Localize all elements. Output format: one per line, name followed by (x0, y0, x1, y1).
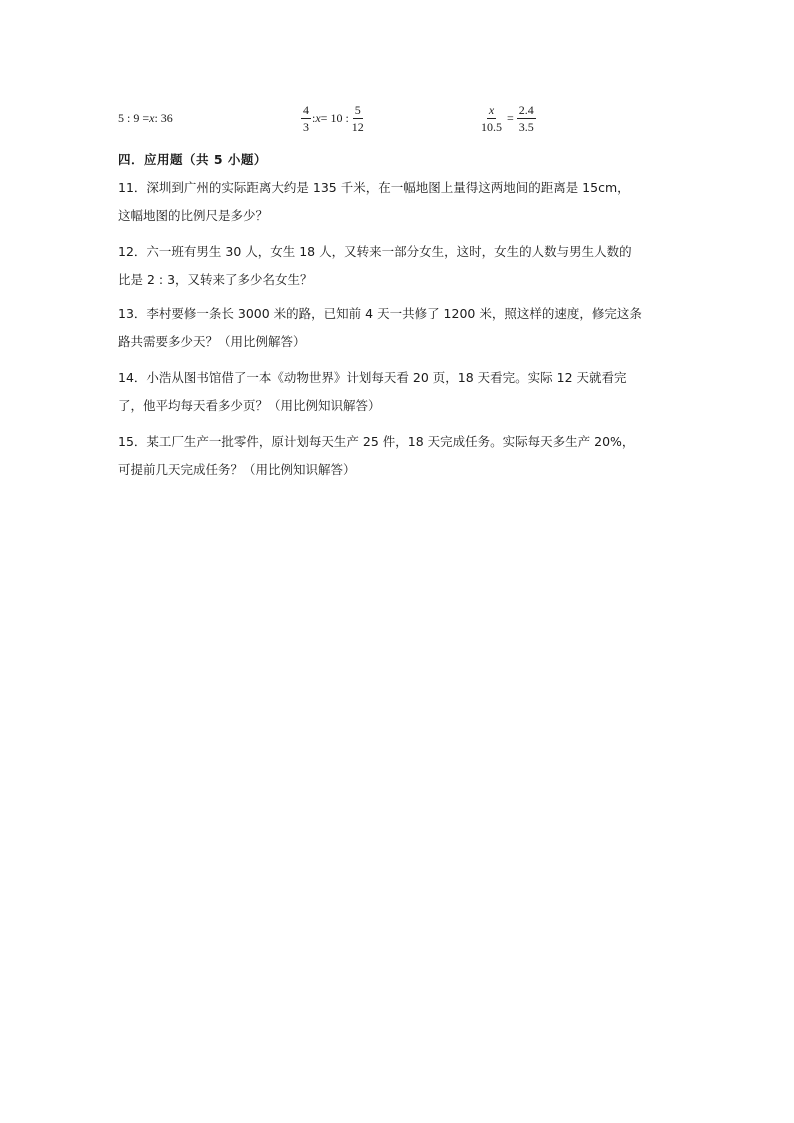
eq1-right: : 36 (154, 110, 173, 125)
eq1-left: 5 : 9 = (118, 110, 150, 125)
eq2-variable: x (315, 110, 321, 125)
eq2-frac2-numerator: 5 (354, 102, 361, 117)
problem-15-line-2: 可提前几天完成任务？（用比例知识解答） (118, 462, 356, 477)
eq3-frac1-numerator: x (488, 102, 495, 117)
eq1-variable: x (149, 110, 155, 125)
eq2-fraction-1 (301, 104, 311, 133)
equation-2 (300, 100, 367, 136)
problem-13 (118, 300, 678, 356)
problem-12 (118, 238, 678, 294)
problem-13-line-1: 13．李村要修一条长 3000 米的路，已知前 4 天一共修了 1200 米，照这样的速度，修完这条 (118, 306, 642, 321)
equation-row (118, 100, 678, 140)
equation-3 (478, 100, 537, 136)
problem-11-line-1: 11．深圳到广州的实际距离大约是 135 千米，在一幅地图上量得这两地间的距离是 15cm， (118, 180, 630, 195)
problem-14-line-1: 14．小浩从图书馆借了一本《动物世界》计划每天看 20 页，18 天看完。实际 12 天就看完 (118, 370, 627, 385)
problem-15-line-1: 15．某工厂生产一批零件，原计划每天生产 25 件，18 天完成任务。实际每天多生产 20%， (118, 434, 635, 449)
eq3-frac2-denominator: 3.5 (518, 119, 534, 134)
section-title: 四．应用题（共 5 小题） (118, 152, 267, 167)
eq2-frac1-denominator: 3 (303, 119, 309, 134)
eq2-colon: : (312, 110, 316, 125)
eq2-middle: = 10 : (320, 110, 349, 125)
problem-15 (118, 428, 678, 484)
problem-11 (118, 174, 678, 230)
problem-13-line-2: 路共需要多少天？（用比例解答） (118, 334, 306, 349)
eq3-equals: = (507, 110, 514, 125)
eq3-frac2-numerator: 2.4 (518, 102, 534, 117)
equation-1 (118, 100, 173, 136)
problem-14 (118, 364, 678, 420)
problem-14-line-2: 了，他平均每天看多少页？（用比例知识解答） (118, 398, 381, 413)
problem-11-line-2: 这幅地图的比例尺是多少？ (118, 208, 269, 223)
eq2-frac1-numerator: 4 (303, 102, 309, 117)
eq3-frac1-denominator: 10.5 (481, 119, 502, 134)
problem-12-line-1: 12．六一班有男生 30 人，女生 18 人，又转来一部分女生，这时，女生的人数与男生人数的 (118, 244, 632, 259)
eq2-frac2-denominator: 12 (351, 119, 364, 134)
eq3-fraction-2 (517, 104, 536, 133)
eq3-fraction-1 (479, 104, 504, 133)
eq2-fraction-2 (350, 104, 366, 133)
problem-12-line-2: 比是 2 : 3，又转来了多少名女生？ (118, 272, 313, 287)
